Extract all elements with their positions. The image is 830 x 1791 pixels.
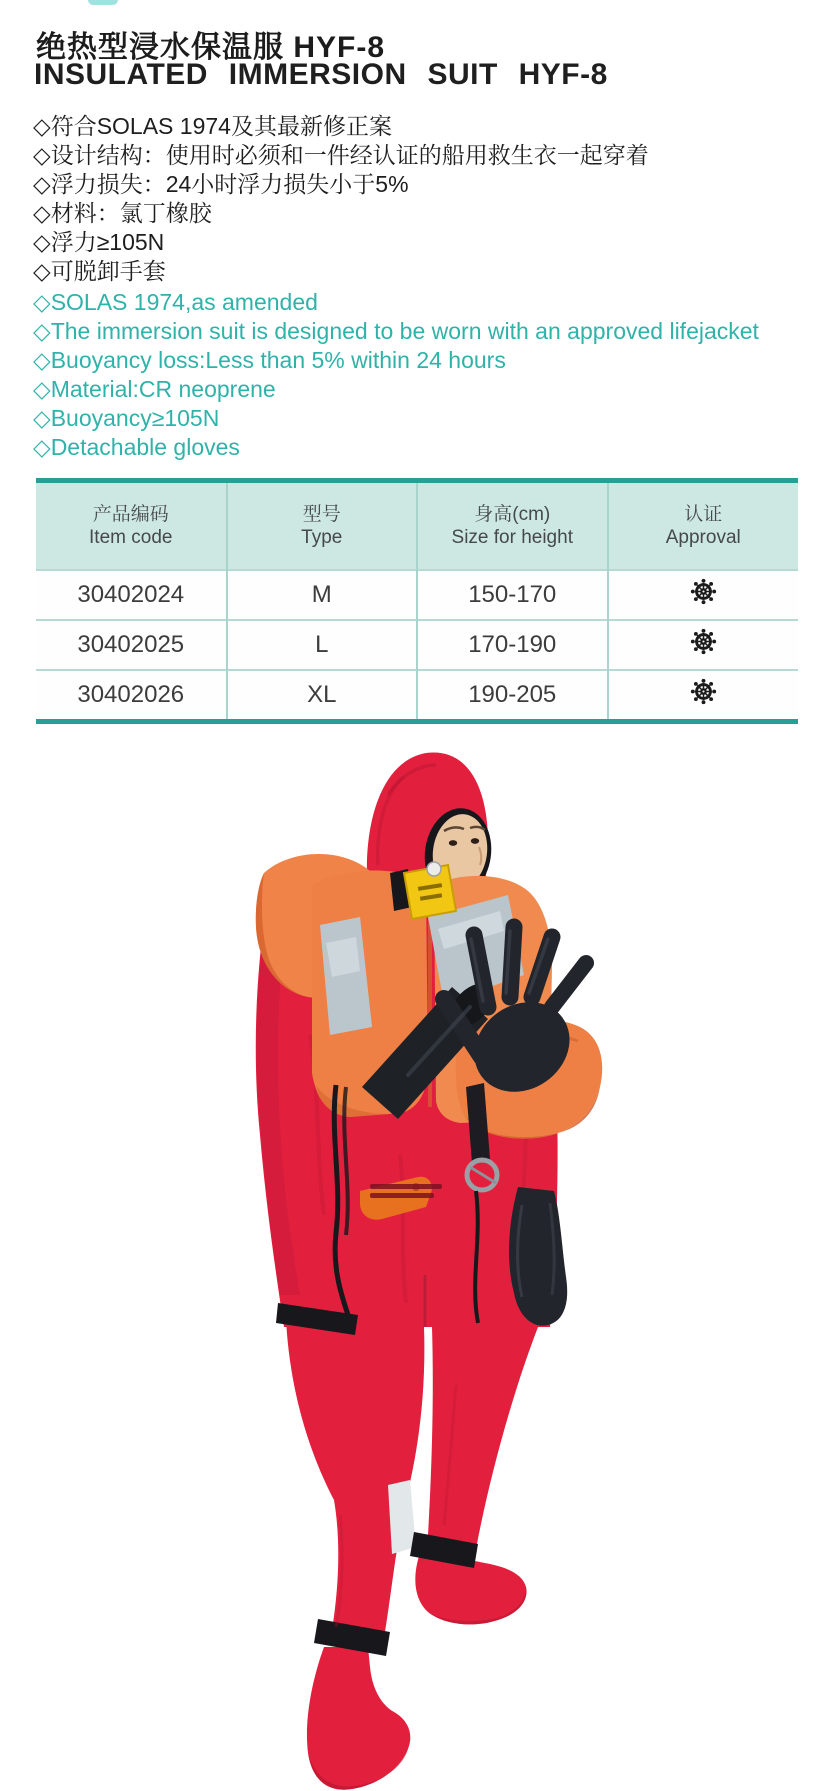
feature-zh-item: ◇浮力≥105N <box>33 229 165 255</box>
feature-en-item: ◇Buoyancy loss:Less than 5% within 24 hours <box>33 347 506 373</box>
col-header-type <box>227 481 418 571</box>
cell-type: XL <box>227 670 418 722</box>
suit-legs <box>286 1320 538 1790</box>
feature-en-item: ◇Buoyancy≥105N <box>33 405 220 431</box>
cell-height: 190-205 <box>417 670 608 722</box>
cell-approval <box>608 670 799 722</box>
ship-wheel-icon <box>690 578 717 605</box>
cell-item-code: 30402025 <box>36 620 227 670</box>
feature-en-item: ◇SOLAS 1974,as amended <box>33 289 318 315</box>
col-header-approval <box>608 481 799 571</box>
logo-fragment <box>88 0 118 5</box>
feature-list-en <box>33 288 759 462</box>
cell-approval <box>608 620 799 670</box>
spec-table <box>36 478 798 724</box>
glove-finger <box>552 963 586 1007</box>
ship-wheel-icon <box>690 628 717 655</box>
feature-zh-item: ◇符合SOLAS 1974及其最新修正案 <box>33 113 392 139</box>
eye-left <box>449 840 457 846</box>
product-title-en: INSULATED IMMERSION SUIT HYF-8 <box>34 58 608 91</box>
feature-en-item: ◇The immersion suit is designed to be worn with an approved lifejacket <box>33 318 759 344</box>
cell-type: M <box>227 570 418 620</box>
product-photo <box>220 735 620 1791</box>
table-row <box>36 620 798 670</box>
col-header-en: Approval <box>665 527 741 548</box>
col-header-zh: 型号 <box>302 504 341 525</box>
col-header-en: Type <box>301 527 343 548</box>
col-header-en: Item code <box>89 527 173 548</box>
knee-reflective-patch <box>388 1480 416 1554</box>
product-title-zh: 绝热型浸水保温服 HYF-8 <box>36 31 386 64</box>
cell-height: 170-190 <box>417 620 608 670</box>
table-row <box>36 670 798 722</box>
col-header-en: Size for height <box>451 527 573 548</box>
cell-item-code: 30402024 <box>36 570 227 620</box>
col-header-height <box>417 481 608 571</box>
feature-zh-item: ◇可脱卸手套 <box>33 258 166 284</box>
feature-en-item: ◇Detachable gloves <box>33 434 240 460</box>
cell-height: 150-170 <box>417 570 608 620</box>
ship-wheel-icon <box>690 678 717 705</box>
feature-list-zh <box>33 112 649 286</box>
col-header-zh: 身高(cm) <box>474 504 551 525</box>
col-header-zh: 产品编码 <box>92 504 169 525</box>
chest-label <box>370 1184 442 1189</box>
header-row <box>36 481 798 571</box>
col-header-zh: 认证 <box>684 504 723 525</box>
feature-en-item: ◇Material:CR neoprene <box>33 376 276 402</box>
cell-approval <box>608 570 799 620</box>
feature-zh-item: ◇材料：氯丁橡胶 <box>33 200 212 226</box>
immersion-suit-illustration <box>220 735 620 1791</box>
eye-right <box>471 838 479 844</box>
col-header-item-code <box>36 481 227 571</box>
feature-zh-item: ◇浮力损失：24小时浮力损失小于5% <box>33 171 409 197</box>
feature-zh-item: ◇设计结构：使用时必须和一件经认证的船用救生衣一起穿着 <box>33 142 649 168</box>
cell-item-code: 30402026 <box>36 670 227 722</box>
table-row <box>36 570 798 620</box>
cell-type: L <box>227 620 418 670</box>
